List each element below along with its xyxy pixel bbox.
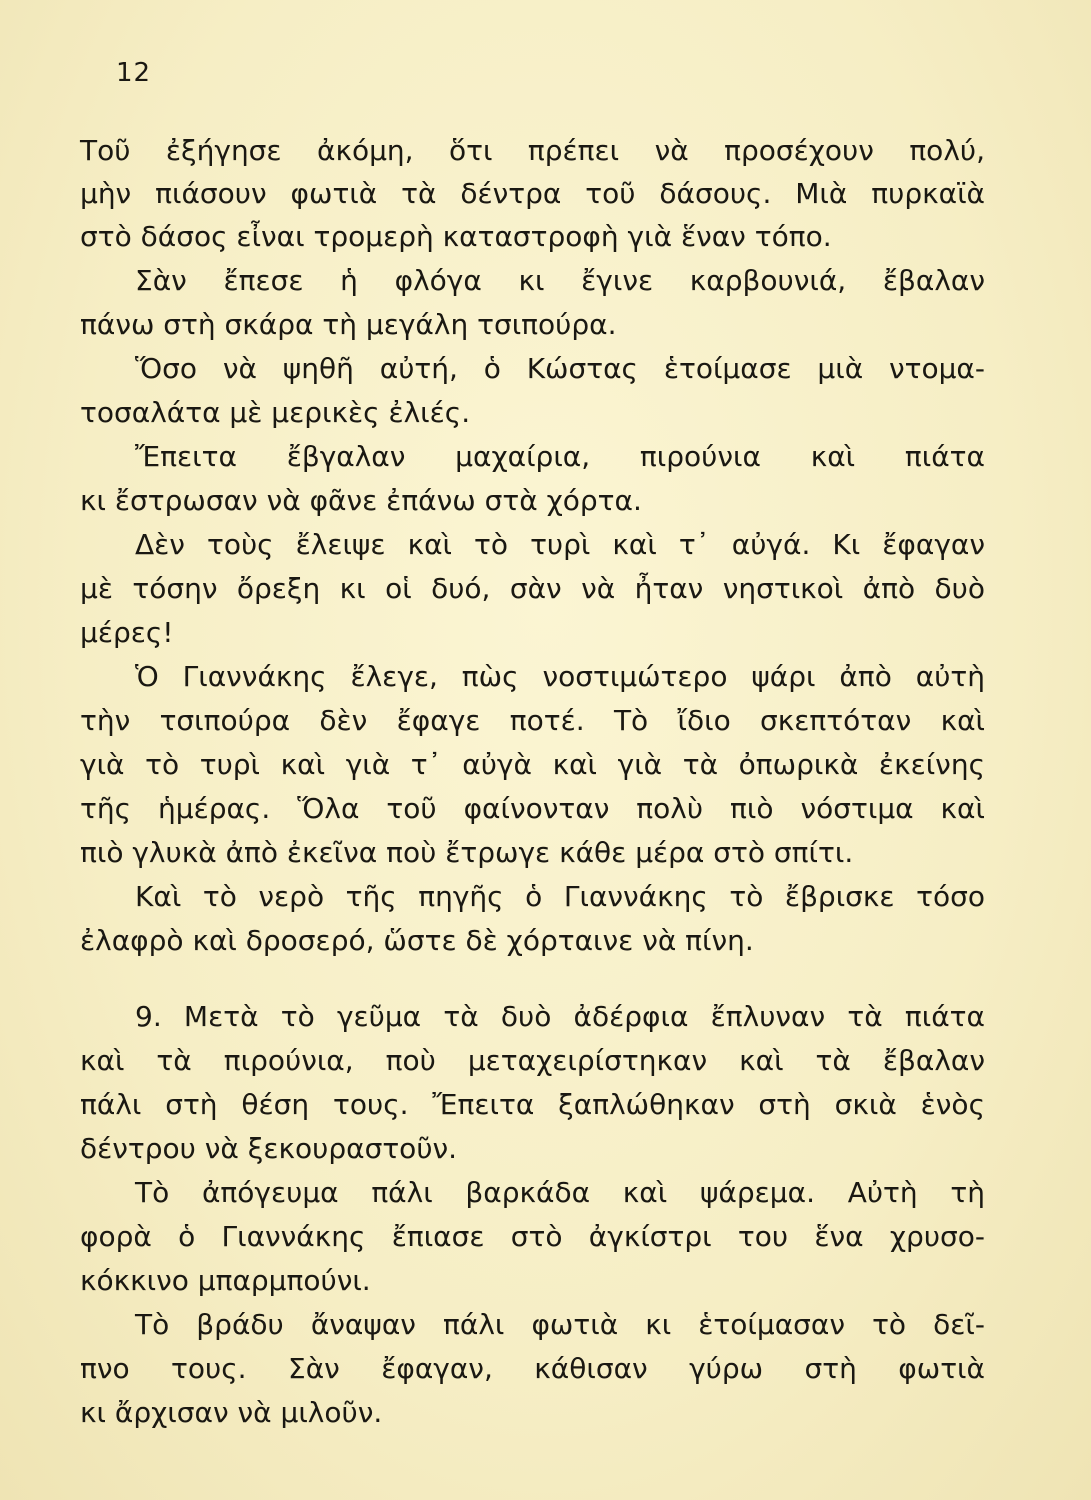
text-line: δέντρου νὰ ξεκουραστοῦν. (80, 1132, 458, 1165)
text-line: μέρες! (80, 616, 174, 649)
text-line: πάλι στὴ θέση τους. Ἔπειτα ξαπλώθηκαν στὴ σκιὰ ἑνὸς (80, 1088, 985, 1121)
text-line: Ὁ Γιαννάκης ἔλεγε, πὼς νοστιμώτερο ψάρι ἀπὸ αὐτὴ (135, 660, 985, 693)
text-line: 9. Μετὰ τὸ γεῦμα τὰ δυὸ ἀδέρφια ἔπλυναν τὰ πιάτα (135, 1000, 985, 1033)
text-line: ἐλαφρὸ καὶ δροσερό, ὥστε δὲ χόρταινε νὰ πίνη. (80, 924, 754, 957)
text-line: πιὸ γλυκὰ ἀπὸ ἐκεῖνα ποὺ ἔτρωγε κάθε μέρα στὸ σπίτι. (80, 836, 854, 869)
text-line: κι ἔστρωσαν νὰ φᾶνε ἐπάνω στὰ χόρτα. (80, 484, 642, 517)
text-line: τὴν τσιπούρα δὲν ἔφαγε ποτέ. Τὸ ἴδιο σκεπτόταν καὶ (80, 704, 985, 737)
text-line: Σὰν ἔπεσε ἡ φλόγα κι ἔγινε καρβουνιά, ἔβαλαν (135, 264, 985, 297)
text-line: φορὰ ὁ Γιαννάκης ἔπιασε στὸ ἀγκίστρι του ἕνα χρυσο- (80, 1220, 985, 1253)
text-line: καὶ τὰ πιρούνια, ποὺ μεταχειρίστηκαν καὶ τὰ ἔβαλαν (80, 1044, 985, 1077)
text-line: μὴν πιάσουν φωτιὰ τὰ δέντρα τοῦ δάσους. Μιὰ πυρκαϊὰ (80, 177, 985, 210)
text-line: γιὰ τὸ τυρὶ καὶ γιὰ τ᾿ αὐγὰ καὶ γιὰ τὰ ὀπωρικὰ ἐκείνης (80, 748, 985, 781)
text-line: μὲ τόσην ὄρεξη κι οἱ δυό, σὰν νὰ ἦταν νηστικοὶ ἀπὸ δυὸ (80, 572, 985, 605)
text-line: Καὶ τὸ νερὸ τῆς πηγῆς ὁ Γιαννάκης τὸ ἔβρισκε τόσο (135, 880, 985, 913)
text-line: Ἔπειτα ἔβγαλαν μαχαίρια, πιρούνια καὶ πιάτα (135, 440, 985, 473)
page-number: 12 (116, 58, 152, 88)
text-line: τοσαλάτα μὲ μερικὲς ἐλιές. (80, 396, 471, 429)
text-line: τῆς ἡμέρας. Ὅλα τοῦ φαίνονταν πολὺ πιὸ νόστιμα καὶ (80, 792, 985, 825)
text-line: κόκκινο μπαρμπούνι. (80, 1264, 371, 1297)
text-line: πάνω στὴ σκάρα τὴ μεγάλη τσιπούρα. (80, 308, 617, 341)
text-line: στὸ δάσος εἶναι τρομερὴ καταστροφὴ γιὰ ἕναν τόπο. (80, 220, 832, 253)
text-line: Τὸ βράδυ ἄναψαν πάλι φωτιὰ κι ἑτοίμασαν τὸ δεῖ- (135, 1308, 985, 1341)
text-line: κι ἄρχισαν νὰ μιλοῦν. (80, 1396, 383, 1429)
text-line: Δὲν τοὺς ἔλειψε καὶ τὸ τυρὶ καὶ τ᾿ αὐγά. Κι ἔφαγαν (135, 528, 985, 561)
text-line: πνο τους. Σὰν ἔφαγαν, κάθισαν γύρω στὴ φωτιὰ (80, 1352, 985, 1385)
text-line: Ὅσο νὰ ψηθῆ αὐτή, ὁ Κώστας ἑτοίμασε μιὰ ντομα- (135, 352, 985, 385)
text-line: Τοῦ ἐξήγησε ἀκόμη, ὅτι πρέπει νὰ προσέχουν πολύ, (80, 134, 985, 167)
text-line: Τὸ ἀπόγευμα πάλι βαρκάδα καὶ ψάρεμα. Αὐτὴ τὴ (135, 1176, 985, 1209)
